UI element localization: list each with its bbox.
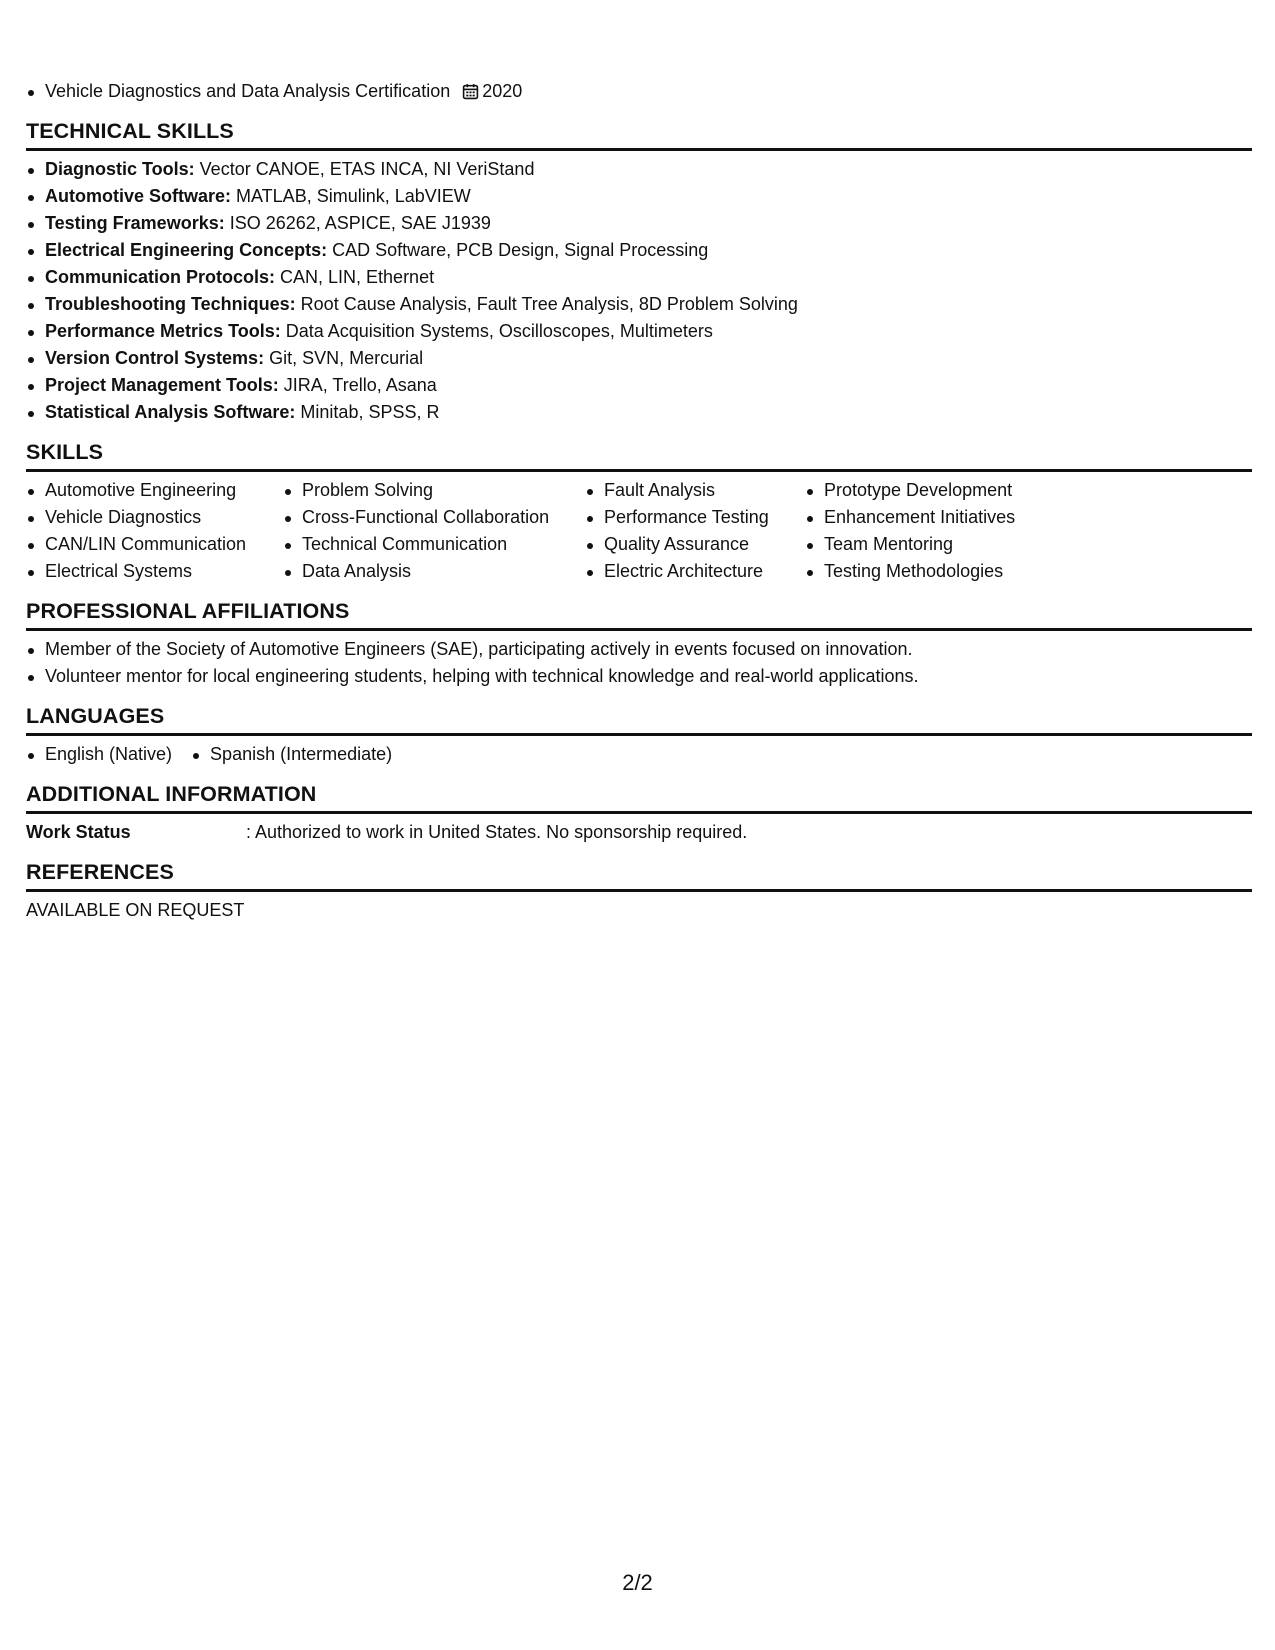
technical-skill-value: Root Cause Analysis, Fault Tree Analysis, 8D Problem Solving xyxy=(295,294,798,314)
technical-skill-label: Diagnostic Tools: xyxy=(45,159,195,179)
section-title-languages: LANGUAGES xyxy=(26,702,1252,736)
skill-item: CAN/LIN Communication xyxy=(26,531,283,558)
section-title-technical-skills: TECHNICAL SKILLS xyxy=(26,117,1252,151)
technical-skill-label: Troubleshooting Techniques: xyxy=(45,294,296,314)
technical-skills-list xyxy=(26,156,1252,426)
technical-skill-label: Version Control Systems: xyxy=(45,348,265,368)
technical-skill-value: CAD Software, PCB Design, Signal Processing xyxy=(327,240,709,260)
skill-item: Automotive Engineering xyxy=(26,477,283,504)
technical-skill-item xyxy=(26,237,1252,264)
technical-skill-label: Electrical Engineering Concepts: xyxy=(45,240,328,260)
technical-skill-label: Testing Frameworks: xyxy=(45,213,225,233)
skills-column xyxy=(585,477,805,585)
references-section xyxy=(26,858,1252,924)
skill-item: Quality Assurance xyxy=(585,531,805,558)
skill-item: Vehicle Diagnostics xyxy=(26,504,283,531)
technical-skill-item xyxy=(26,372,1252,399)
technical-skill-label: Project Management Tools: xyxy=(45,375,279,395)
technical-skill-label: Automotive Software: xyxy=(45,186,232,206)
technical-skill-value: Git, SVN, Mercurial xyxy=(264,348,424,368)
skill-item: Technical Communication xyxy=(283,531,585,558)
calendar-icon xyxy=(462,83,479,100)
skill-item: Performance Testing xyxy=(585,504,805,531)
skill-item: Electric Architecture xyxy=(585,558,805,585)
skills-grid xyxy=(26,477,1252,585)
skill-item: Testing Methodologies xyxy=(805,558,1055,585)
skill-item: Data Analysis xyxy=(283,558,585,585)
skill-item: Enhancement Initiatives xyxy=(805,504,1055,531)
technical-skill-item xyxy=(26,318,1252,345)
certification-item xyxy=(26,78,1252,105)
references-text: AVAILABLE ON REQUEST xyxy=(26,900,245,920)
section-title-additional-info: ADDITIONAL INFORMATION xyxy=(26,780,1252,814)
work-status-label: Work Status xyxy=(26,822,131,842)
section-title-references: REFERENCES xyxy=(26,858,1252,892)
technical-skill-value: JIRA, Trello, Asana xyxy=(278,375,437,395)
skill-item: Cross-Functional Collaboration xyxy=(283,504,585,531)
technical-skill-item xyxy=(26,264,1252,291)
technical-skill-item xyxy=(26,183,1252,210)
technical-skill-item xyxy=(26,345,1252,372)
technical-skills-section xyxy=(26,117,1252,426)
section-title-affiliations: PROFESSIONAL AFFILIATIONS xyxy=(26,597,1252,631)
skill-item: Electrical Systems xyxy=(26,558,283,585)
work-status-row xyxy=(26,819,1252,846)
technical-skill-value: Data Acquisition Systems, Oscilloscopes, Multimeters xyxy=(280,321,713,341)
languages-list xyxy=(26,741,1252,768)
technical-skill-value: ISO 26262, ASPICE, SAE J1939 xyxy=(224,213,491,233)
skill-item: Problem Solving xyxy=(283,477,585,504)
certification-list xyxy=(26,78,1252,105)
affiliations-section xyxy=(26,597,1252,690)
language-item: Spanish (Intermediate) xyxy=(191,741,392,768)
technical-skill-label: Communication Protocols: xyxy=(45,267,276,287)
affiliation-item: Member of the Society of Automotive Engineers (SAE), participating actively in events focused on innovation. xyxy=(26,636,1252,663)
technical-skill-value: MATLAB, Simulink, LabVIEW xyxy=(231,186,471,206)
page-number: 2/2 xyxy=(622,1570,653,1595)
affiliations-list xyxy=(26,636,1252,690)
technical-skill-value: CAN, LIN, Ethernet xyxy=(275,267,435,287)
skills-section xyxy=(26,438,1252,585)
additional-info-section xyxy=(26,780,1252,846)
technical-skill-label: Statistical Analysis Software: xyxy=(45,402,296,422)
certification-name: Vehicle Diagnostics and Data Analysis Certification xyxy=(45,81,451,101)
resume-page xyxy=(26,78,1252,924)
technical-skill-value: Vector CANOE, ETAS INCA, NI VeriStand xyxy=(194,159,535,179)
technical-skill-label: Performance Metrics Tools: xyxy=(45,321,281,341)
skill-item: Team Mentoring xyxy=(805,531,1055,558)
technical-skill-item xyxy=(26,291,1252,318)
skill-item: Prototype Development xyxy=(805,477,1055,504)
skill-item: Fault Analysis xyxy=(585,477,805,504)
technical-skill-value: Minitab, SPSS, R xyxy=(295,402,440,422)
skills-column xyxy=(26,477,283,585)
technical-skill-item xyxy=(26,210,1252,237)
languages-section xyxy=(26,702,1252,768)
language-item: English (Native) xyxy=(26,741,172,768)
certification-year: 2020 xyxy=(482,81,523,101)
skills-column xyxy=(805,477,1055,585)
affiliation-item: Volunteer mentor for local engineering students, helping with technical knowledge and real-world applications. xyxy=(26,663,1252,690)
technical-skill-item xyxy=(26,156,1252,183)
skills-column xyxy=(283,477,585,585)
technical-skill-item xyxy=(26,399,1252,426)
section-title-skills: SKILLS xyxy=(26,438,1252,472)
work-status-value: : Authorized to work in United States. No sponsorship required. xyxy=(246,822,748,842)
